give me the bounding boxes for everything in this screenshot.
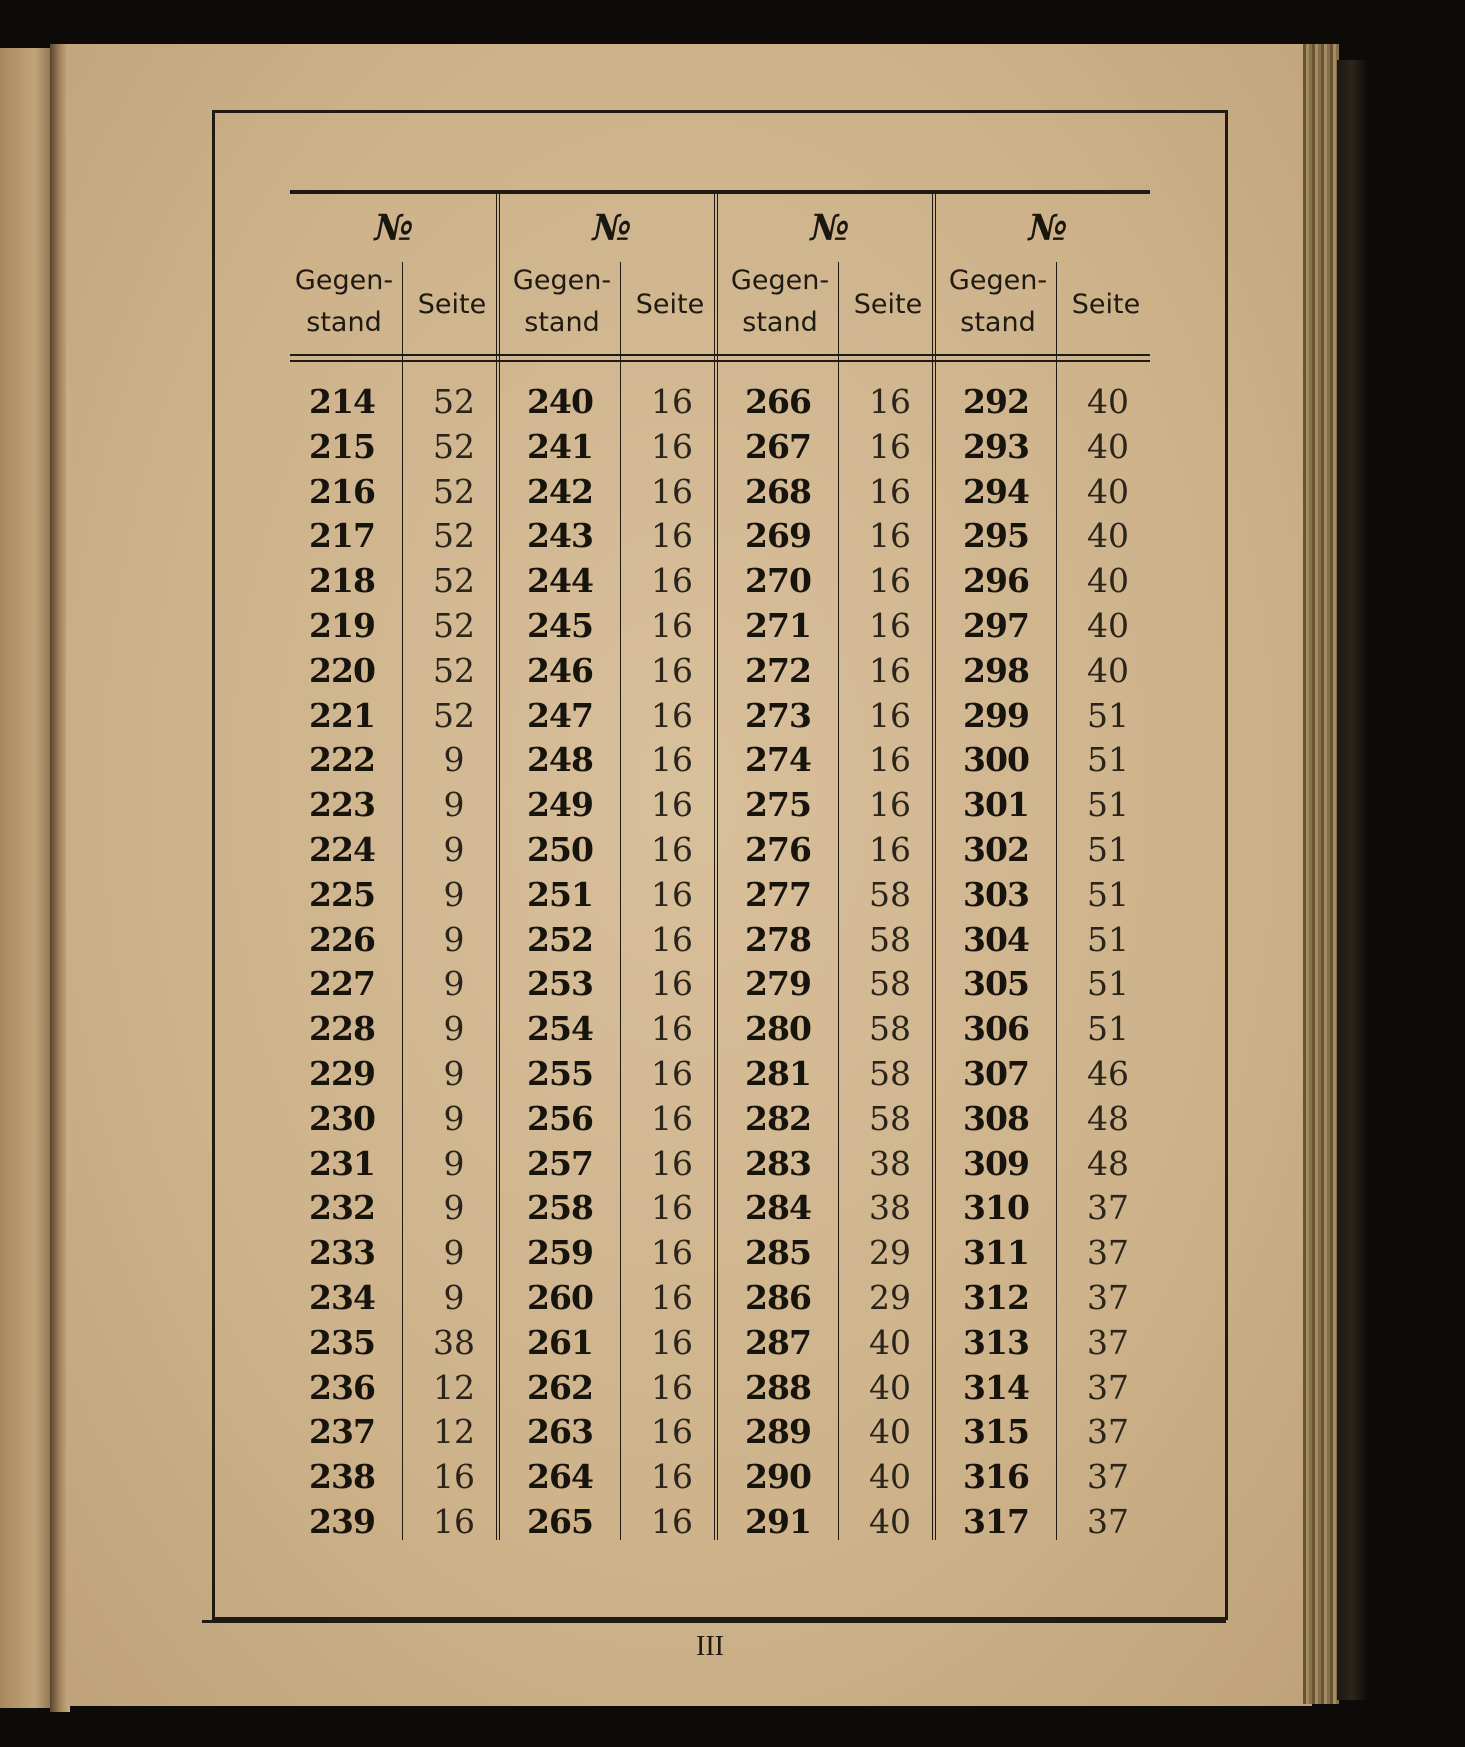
gegenstand-column: [720, 380, 836, 1545]
gegenstand-header-line2: stand: [306, 307, 382, 338]
seite-cell: 52: [433, 650, 475, 690]
gegenstand-cell: 273: [745, 695, 811, 735]
gegenstand-cell: 276: [745, 829, 811, 869]
gegenstand-cell: 287: [745, 1322, 811, 1362]
gegenstand-cell: 243: [527, 516, 593, 556]
seite-cell: 16: [651, 561, 693, 601]
gegenstand-cell: 262: [527, 1367, 593, 1407]
gegenstand-cell: 295: [963, 516, 1029, 556]
seite-cell: 16: [651, 1277, 693, 1317]
gegenstand-cell: 268: [745, 471, 811, 511]
seite-cell: 48: [1087, 1143, 1129, 1183]
gegenstand-header-line2: stand: [960, 307, 1036, 338]
seite-column: [1050, 380, 1166, 1545]
gegenstand-cell: 288: [745, 1367, 811, 1407]
seite-cell: 16: [651, 1053, 693, 1093]
gegenstand-cell: 264: [527, 1457, 593, 1497]
gegenstand-cell: 297: [963, 605, 1029, 645]
gegenstand-header: [502, 260, 622, 344]
gegenstand-cell: 290: [745, 1457, 811, 1497]
gegenstand-cell: 244: [527, 561, 593, 601]
seite-column: [614, 380, 730, 1545]
gegenstand-cell: 254: [527, 1009, 593, 1049]
gegenstand-cell: 309: [963, 1143, 1029, 1183]
seite-column: [832, 380, 948, 1545]
seite-column: [396, 380, 512, 1545]
seite-cell: 16: [651, 650, 693, 690]
seite-cell: 46: [1087, 1053, 1129, 1093]
seite-cell: 16: [651, 1233, 693, 1273]
gegenstand-cell: 226: [309, 919, 375, 959]
gegenstand-cell: 252: [527, 919, 593, 959]
seite-cell: 51: [1087, 1009, 1129, 1049]
seite-cell: 9: [443, 740, 465, 780]
seite-cell: 16: [433, 1457, 475, 1497]
seite-cell: 16: [651, 740, 693, 780]
table-top-rule: [290, 190, 1150, 194]
gegenstand-cell: 283: [745, 1143, 811, 1183]
seite-cell: 52: [433, 426, 475, 466]
gegenstand-cell: 241: [527, 426, 593, 466]
seite-cell: 51: [1087, 785, 1129, 825]
seite-cell: 16: [869, 561, 911, 601]
seite-cell: 52: [433, 561, 475, 601]
gegenstand-cell: 225: [309, 874, 375, 914]
gegenstand-cell: 217: [309, 516, 375, 556]
seite-cell: 52: [433, 605, 475, 645]
gegenstand-cell: 258: [527, 1188, 593, 1228]
seite-header: Seite: [853, 289, 923, 320]
gegenstand-cell: 214: [309, 382, 375, 421]
seite-cell: 38: [869, 1188, 911, 1228]
seite-cell: 9: [443, 1277, 465, 1317]
seite-cell: 37: [1087, 1277, 1129, 1317]
seite-cell: 16: [651, 1322, 693, 1362]
gegenstand-cell: 278: [745, 919, 811, 959]
seite-cell: 29: [869, 1277, 911, 1317]
gegenstand-cell: 266: [745, 382, 811, 421]
seite-cell: 9: [443, 785, 465, 825]
seite-cell: 52: [433, 471, 475, 511]
seite-cell: 51: [1087, 919, 1129, 959]
seite-cell: 16: [869, 382, 911, 421]
gegenstand-cell: 291: [745, 1501, 811, 1541]
seite-cell: 40: [1087, 382, 1129, 421]
seite-cell: 12: [433, 1412, 475, 1452]
seite-cell: 40: [869, 1457, 911, 1497]
gegenstand-cell: 286: [745, 1277, 811, 1317]
seite-cell: 16: [433, 1501, 475, 1541]
gegenstand-cell: 255: [527, 1053, 593, 1093]
gegenstand-cell: 293: [963, 426, 1029, 466]
gegenstand-cell: 215: [309, 426, 375, 466]
gegenstand-cell: 282: [745, 1098, 811, 1138]
gegenstand-cell: 294: [963, 471, 1029, 511]
seite-cell: 40: [1087, 561, 1129, 601]
gegenstand-column: [938, 380, 1054, 1545]
gegenstand-cell: 289: [745, 1412, 811, 1452]
seite-cell: 16: [651, 1412, 693, 1452]
gegenstand-cell: 315: [963, 1412, 1029, 1452]
seite-header: Seite: [635, 289, 705, 320]
gegenstand-cell: 253: [527, 964, 593, 1004]
cover-edge: [1337, 60, 1367, 1700]
gegenstand-cell: 314: [963, 1367, 1029, 1407]
gegenstand-cell: 261: [527, 1322, 593, 1362]
gegenstand-cell: 279: [745, 964, 811, 1004]
gegenstand-cell: 308: [963, 1098, 1029, 1138]
seite-cell: 58: [869, 919, 911, 959]
seite-cell: 38: [433, 1322, 475, 1362]
seite-cell: 51: [1087, 740, 1129, 780]
seite-cell: 16: [651, 1009, 693, 1049]
seite-cell: 16: [869, 605, 911, 645]
seite-cell: 16: [651, 919, 693, 959]
seite-cell: 58: [869, 1053, 911, 1093]
seite-cell: 37: [1087, 1322, 1129, 1362]
seite-cell: 16: [651, 1457, 693, 1497]
gegenstand-cell: 234: [309, 1277, 375, 1317]
seite-cell: 40: [1087, 650, 1129, 690]
seite-cell: 51: [1087, 964, 1129, 1004]
seite-cell: 16: [651, 964, 693, 1004]
gegenstand-cell: 303: [963, 874, 1029, 914]
gegenstand-cell: 300: [963, 740, 1029, 780]
gegenstand-cell: 259: [527, 1233, 593, 1273]
gegenstand-cell: 223: [309, 785, 375, 825]
gegenstand-cell: 312: [963, 1277, 1029, 1317]
seite-cell: 9: [443, 1098, 465, 1138]
seite-cell: 16: [869, 516, 911, 556]
gegenstand-cell: 277: [745, 874, 811, 914]
gegenstand-cell: 271: [745, 605, 811, 645]
gegenstand-cell: 269: [745, 516, 811, 556]
gegenstand-cell: 302: [963, 829, 1029, 869]
gegenstand-cell: 229: [309, 1053, 375, 1093]
gegenstand-cell: 280: [745, 1009, 811, 1049]
seite-cell: 12: [433, 1367, 475, 1407]
seite-cell: 40: [1087, 605, 1129, 645]
gegenstand-cell: 246: [527, 650, 593, 690]
seite-cell: 16: [651, 1188, 693, 1228]
gegenstand-cell: 218: [309, 561, 375, 601]
seite-header: Seite: [1071, 289, 1141, 320]
gegenstand-cell: 247: [527, 695, 593, 735]
gegenstand-cell: 284: [745, 1188, 811, 1228]
seite-cell: 9: [443, 1009, 465, 1049]
seite-cell: 16: [869, 785, 911, 825]
gegenstand-cell: 260: [527, 1277, 593, 1317]
seite-cell: 9: [443, 1053, 465, 1093]
gegenstand-cell: 248: [527, 740, 593, 780]
gegenstand-cell: 311: [963, 1233, 1029, 1273]
gegenstand-cell: 222: [309, 740, 375, 780]
seite-cell: 52: [433, 382, 475, 421]
seite-cell: 37: [1087, 1457, 1129, 1497]
seite-cell: 40: [869, 1322, 911, 1362]
gegenstand-cell: 265: [527, 1501, 593, 1541]
seite-cell: 9: [443, 1188, 465, 1228]
gegenstand-cell: 299: [963, 695, 1029, 735]
gegenstand-cell: 304: [963, 919, 1029, 959]
seite-cell: 9: [443, 829, 465, 869]
seite-cell: 51: [1087, 829, 1129, 869]
gegenstand-cell: 313: [963, 1322, 1029, 1362]
header-rule-double: [290, 360, 1150, 362]
gegenstand-cell: 305: [963, 964, 1029, 1004]
gegenstand-cell: 250: [527, 829, 593, 869]
gegenstand-cell: 292: [963, 382, 1029, 421]
gegenstand-cell: 221: [309, 695, 375, 735]
gegenstand-cell: 231: [309, 1143, 375, 1183]
gegenstand-cell: 257: [527, 1143, 593, 1183]
seite-cell: 37: [1087, 1501, 1129, 1541]
seite-cell: 16: [651, 605, 693, 645]
gegenstand-cell: 245: [527, 605, 593, 645]
seite-cell: 16: [869, 740, 911, 780]
page-stack-edge: [1303, 44, 1339, 1704]
seite-cell: 16: [869, 471, 911, 511]
seite-cell: 9: [443, 1143, 465, 1183]
seite-cell: 51: [1087, 695, 1129, 735]
seite-cell: 16: [651, 1098, 693, 1138]
gegenstand-cell: 274: [745, 740, 811, 780]
seite-cell: 37: [1087, 1188, 1129, 1228]
seite-cell: 52: [433, 695, 475, 735]
gegenstand-cell: 220: [309, 650, 375, 690]
gegenstand-header: [938, 260, 1058, 344]
gegenstand-cell: 216: [309, 471, 375, 511]
seite-cell: 16: [869, 695, 911, 735]
seite-cell: 16: [651, 695, 693, 735]
seite-cell: 16: [651, 1501, 693, 1541]
gegenstand-cell: 239: [309, 1501, 375, 1541]
seite-cell: 51: [1087, 874, 1129, 914]
seite-cell: 58: [869, 1098, 911, 1138]
gegenstand-cell: 275: [745, 785, 811, 825]
gegenstand-header-line2: stand: [742, 307, 818, 338]
gegenstand-cell: 235: [309, 1322, 375, 1362]
gegenstand-cell: 230: [309, 1098, 375, 1138]
number-sign-header: №: [1028, 207, 1068, 249]
seite-cell: 52: [433, 516, 475, 556]
seite-cell: 16: [651, 785, 693, 825]
gegenstand-column: [284, 380, 400, 1545]
gegenstand-cell: 296: [963, 561, 1029, 601]
gegenstand-cell: 281: [745, 1053, 811, 1093]
gegenstand-header: [284, 260, 404, 344]
seite-cell: 9: [443, 874, 465, 914]
seite-cell: 40: [1087, 426, 1129, 466]
gegenstand-cell: 270: [745, 561, 811, 601]
seite-cell: 40: [1087, 471, 1129, 511]
gegenstand-cell: 285: [745, 1233, 811, 1273]
gegenstand-cell: 242: [527, 471, 593, 511]
seite-cell: 48: [1087, 1098, 1129, 1138]
gegenstand-header-line1: Gegen-: [730, 265, 830, 296]
gegenstand-cell: 232: [309, 1188, 375, 1228]
seite-cell: 58: [869, 874, 911, 914]
gegenstand-header-line1: Gegen-: [512, 265, 612, 296]
seite-cell: 40: [869, 1501, 911, 1541]
gegenstand-header-line2: stand: [524, 307, 600, 338]
seite-cell: 16: [651, 471, 693, 511]
gegenstand-cell: 236: [309, 1367, 375, 1407]
seite-cell: 16: [651, 382, 693, 421]
seite-cell: 16: [651, 426, 693, 466]
gegenstand-cell: 238: [309, 1457, 375, 1497]
gegenstand-cell: 310: [963, 1188, 1029, 1228]
seite-cell: 40: [869, 1367, 911, 1407]
index-table: [290, 190, 1150, 1540]
seite-cell: 37: [1087, 1233, 1129, 1273]
gegenstand-cell: 228: [309, 1009, 375, 1049]
gegenstand-cell: 240: [527, 382, 593, 421]
seite-cell: 16: [651, 1143, 693, 1183]
gegenstand-cell: 301: [963, 785, 1029, 825]
seite-cell: 16: [869, 829, 911, 869]
seite-header: Seite: [417, 289, 487, 320]
gegenstand-column: [502, 380, 618, 1545]
seite-cell: 38: [869, 1143, 911, 1183]
seite-cell: 16: [651, 874, 693, 914]
gegenstand-cell: 307: [963, 1053, 1029, 1093]
gegenstand-cell: 224: [309, 829, 375, 869]
seite-cell: 58: [869, 1009, 911, 1049]
gegenstand-cell: 219: [309, 605, 375, 645]
seite-cell: 29: [869, 1233, 911, 1273]
gegenstand-cell: 256: [527, 1098, 593, 1138]
seite-cell: 16: [869, 650, 911, 690]
seite-cell: 16: [651, 516, 693, 556]
seite-cell: 16: [651, 829, 693, 869]
seite-cell: 16: [651, 1367, 693, 1407]
gegenstand-cell: 267: [745, 426, 811, 466]
seite-cell: 58: [869, 964, 911, 1004]
seite-cell: 16: [869, 426, 911, 466]
number-sign-header: №: [374, 207, 414, 249]
gegenstand-header: [720, 260, 840, 344]
seite-cell: 9: [443, 1233, 465, 1273]
gegenstand-cell: 251: [527, 874, 593, 914]
gegenstand-header-line1: Gegen-: [294, 265, 394, 296]
seite-cell: 40: [869, 1412, 911, 1452]
number-sign-header: №: [810, 207, 850, 249]
gegenstand-cell: 249: [527, 785, 593, 825]
header-rule: [290, 354, 1150, 356]
gegenstand-cell: 317: [963, 1501, 1029, 1541]
page-number: III: [696, 1631, 724, 1662]
seite-cell: 9: [443, 964, 465, 1004]
number-sign-header: №: [592, 207, 632, 249]
gegenstand-cell: 233: [309, 1233, 375, 1273]
gegenstand-cell: 298: [963, 650, 1029, 690]
seite-cell: 37: [1087, 1412, 1129, 1452]
gegenstand-cell: 272: [745, 650, 811, 690]
seite-cell: 40: [1087, 516, 1129, 556]
seite-cell: 37: [1087, 1367, 1129, 1407]
gegenstand-cell: 227: [309, 964, 375, 1004]
gegenstand-header-line1: Gegen-: [948, 265, 1048, 296]
page-frame-bottom-rule: [202, 1620, 1226, 1623]
gegenstand-cell: 263: [527, 1412, 593, 1452]
gegenstand-cell: 306: [963, 1009, 1029, 1049]
gegenstand-cell: 237: [309, 1412, 375, 1452]
gegenstand-cell: 316: [963, 1457, 1029, 1497]
seite-cell: 9: [443, 919, 465, 959]
